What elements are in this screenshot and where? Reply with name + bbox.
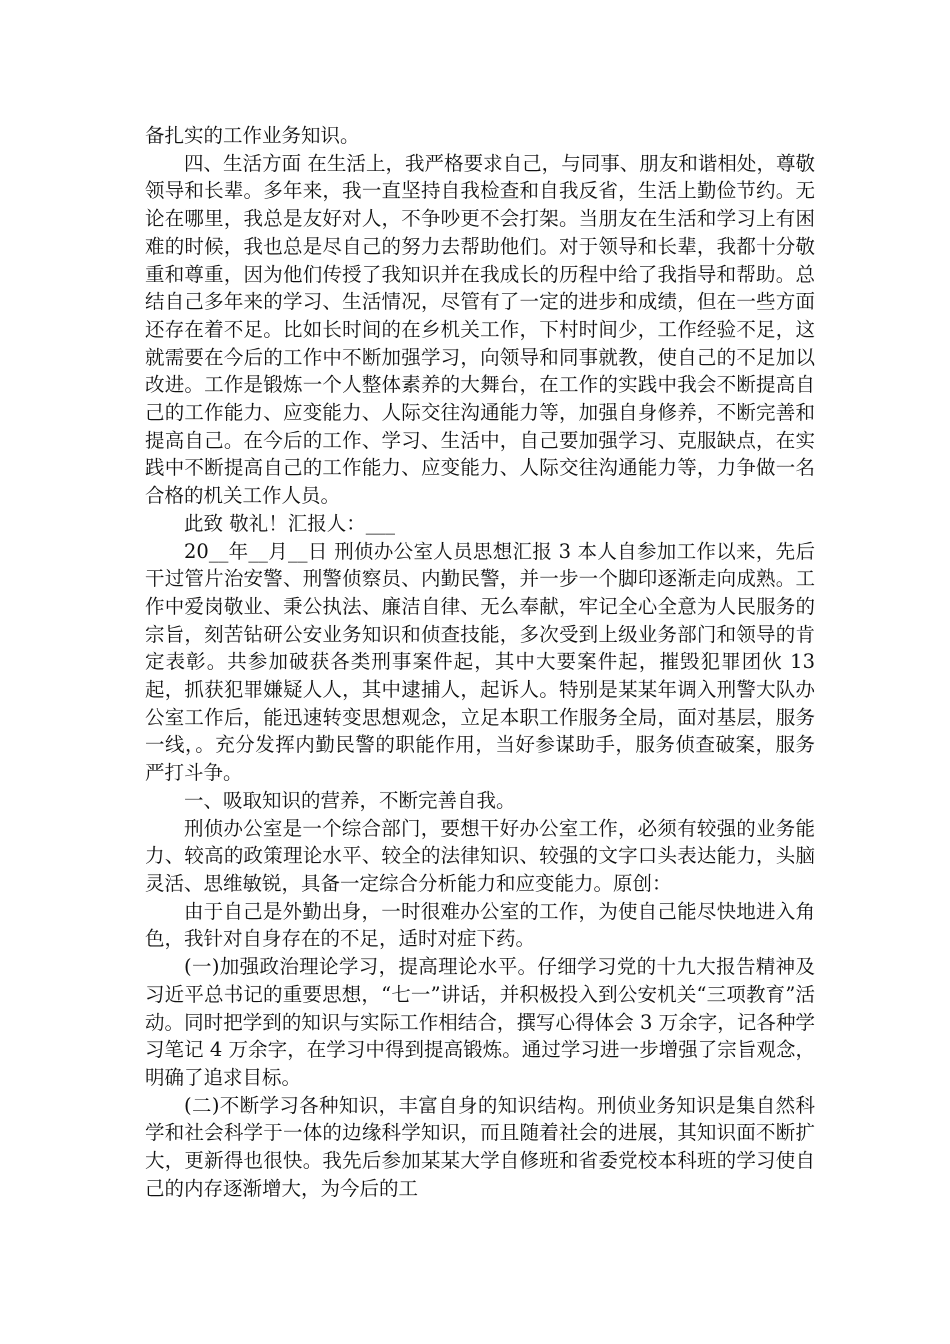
paragraph-office-role: 刑侦办公室是一个综合部门，要想干好办公室工作，必须有较强的业务能力、较高的政策理论水平、较全的法律知识、较强的文字口头表达能力，头脑灵活、思维敏锐，具备一定综合分析能力和应变能力。原创： [145, 816, 815, 895]
paragraph-continuation: 备扎实的工作业务知识。 [145, 124, 360, 147]
paragraph-political-study: (一)加强政治理论学习，提高理论水平。仔细学习党的十九大报告精神及习近平总书记的重要思想，“七一”讲话，并积极投入到公安机关“三项教育”活动。同时把学到的知识与实际工作相结合，撰写心得体会 3 万余字，记各种学习笔记 4 万余字，在学习中得到提高锻炼。通过学习进一步增强了宗旨观念，明确了追求目标。 [145, 955, 815, 1089]
paragraph-report-intro: 20__年__月__日 刑侦办公室人员思想汇报 3 本人自参加工作以来，先后干过管片治安警、刑警侦察员、内勤民警，并一步一个脚印逐渐走向成熟。工作中爱岗敬业、秉公执法、廉洁自律、无么奉献，牢记全心全意为人民服务的宗旨，刻苦钻研公安业务知识和侦查技能，多次受到上级业务部门和领导的肯定表彰。共参加破获各类刑事案件起，其中大要案件起，摧毁犯罪团伙 13 起，抓获犯罪嫌疑人人，其中逮捕人，起诉人。特别是某某年调入刑警大队办公室工作后，能迅速转变思想观念，立足本职工作服务全局，面对基层，服务一线，。充分发挥内勤民警的职能作用，当好参谋助手，服务侦查破案，服务严打斗争。 [145, 539, 815, 785]
paragraph-knowledge-study: (二)不断学习各种知识，丰富自身的知识结构。刑侦业务知识是集自然科学和社会科学于一体的边缘科学知识，而且随着社会的进展，其知识面不断扩大，更新得也很快。我先后参加某某大学自修班和省委党校本科班的学习使自己的内存逐渐增大，为今后的工 [145, 1093, 815, 1200]
paragraph-life-aspect: 四、生活方面 在生活上，我严格要求自己，与同事、朋友和谐相处，尊敬领导和长辈。多年来，我一直坚持自我检查和自我反省，生活上勤俭节约。无论在哪里，我总是友好对人，不争吵更不会打架。当朋友在生活和学习上有困难的时候，我也总是尽自己的努力去帮助他们。对于领导和长辈，我都十分敬重和尊重，因为他们传授了我知识并在我成长的历程中给了我指导和帮助。总结自己多年来的学习、生活情况，尽管有了一定的进步和成绩，但在一些方面还存在着不足。比如长时间的在乡机关工作，下村时间少，工作经验不足，这就需要在今后的工作中不断加强学习，向领导和同事就教，使自己的不足加以改进。工作是锻炼一个人整体素养的大舞台，在工作的实践中我会不断提高自己的工作能力、应变能力、人际交往沟通能力等，加强自身修养，不断完善和提高自己。在今后的工作、学习、生活中，自己要加强学习、克服缺点，在实践中不断提高自己的工作能力、应变能力、人际交往沟通能力等，力争做一名合格的机关工作人员。 [145, 151, 815, 508]
document-body [145, 122, 815, 1202]
paragraph-heading-one: 一、吸取知识的营养，不断完善自我。 [184, 788, 516, 812]
paragraph-closing-salutation: 此致 敬礼！汇报人：___ [184, 511, 395, 535]
paragraph-self-adjustment: 由于自己是外勤出身，一时很难办公室的工作，为使自己能尽快地进入角色，我针对自身存在的不足，适时对症下药。 [145, 899, 815, 951]
